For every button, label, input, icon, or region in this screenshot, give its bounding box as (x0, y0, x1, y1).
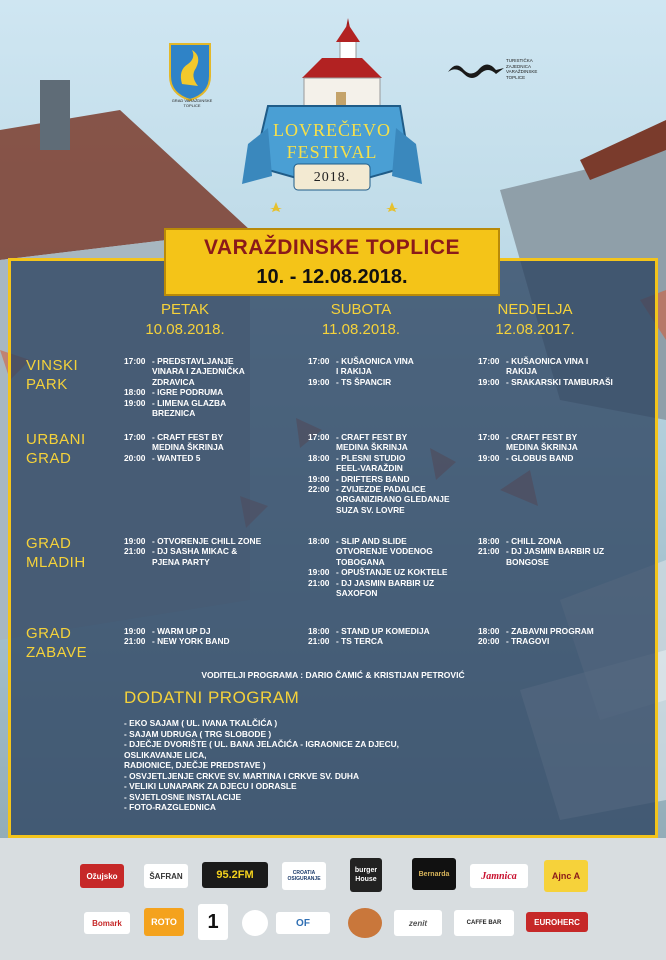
venue-urbani-grad (26, 430, 118, 468)
sponsor-logo-radio-952: 95.2FM (202, 862, 268, 888)
events-urbani-grad-friday (124, 432, 292, 463)
event-time (478, 442, 506, 452)
event-time (308, 557, 336, 567)
event-row (478, 356, 646, 366)
event-text: TOBOGANA (336, 556, 385, 567)
extra-program-item: - SAJAM UDRUGA ( TRG SLOBODE ) (124, 728, 272, 739)
venue-line: GRAD (26, 450, 72, 467)
event-row (308, 636, 476, 646)
event-row (124, 387, 292, 397)
event-text: - DJ JASMIN BARBIR UZ (336, 577, 435, 588)
event-row (308, 453, 476, 463)
events-vinski-park-sunday (478, 356, 646, 387)
event-text: - IGRE PODRUMA (152, 387, 224, 398)
event-row (478, 377, 646, 387)
event-text: - CHILL ZONA (506, 536, 562, 546)
sponsor-logo-euroherc: EUROHERC (526, 912, 588, 932)
festival-name-line1: LOVREČEVO (273, 120, 391, 140)
event-text: SUZA SV. LOVRE (336, 504, 405, 515)
event-time: 19:00 (308, 376, 330, 387)
event-time: 20:00 (478, 636, 500, 647)
event-text: - OTVORENJE CHILL ZONE (152, 536, 262, 546)
sponsor-logo-bomark: Bomark (84, 912, 130, 934)
sponsor-logo-jamnica: Jamnica (470, 864, 528, 888)
event-time: 18:00 (308, 536, 330, 546)
event-text: - KUŠAONICA VINA I (506, 356, 589, 366)
day-name: NEDJELJA (497, 301, 573, 318)
events-grad-zabave-friday (124, 626, 292, 647)
events-vinski-park-friday (124, 356, 292, 418)
extra-program-list (124, 718, 424, 813)
event-time: 17:00 (478, 432, 500, 442)
event-time: 21:00 (124, 636, 146, 647)
event-text: - OPUŠTANJE UZ KOKTELE (336, 567, 448, 578)
event-row (124, 442, 292, 452)
event-row (478, 546, 646, 556)
event-text: - SLIP AND SLIDE (336, 536, 407, 546)
event-time: 17:00 (308, 432, 330, 442)
event-time: 17:00 (308, 356, 330, 366)
event-text: VINARA I ZAJEDNIČKA (152, 366, 245, 377)
events-grad-zabave-saturday (308, 626, 476, 647)
extra-program-item: - VELIKI LUNAPARK ZA DJECU I ODRASLE (124, 781, 297, 791)
event-text: - LIMENA GLAZBA (152, 397, 227, 408)
sponsor-logo-zenit: zenit (394, 910, 442, 936)
venue-line: GRAD (26, 625, 72, 642)
event-time: 22:00 (308, 484, 330, 495)
events-grad-mladih-saturday (308, 536, 476, 598)
event-time: 21:00 (124, 546, 146, 557)
festival-emblem (232, 16, 432, 216)
event-text: MEDINA ŠKRINJA (336, 442, 408, 453)
event-time: 19:00 (124, 536, 146, 546)
day-date: 11.08.2018. (321, 321, 401, 338)
event-time: 19:00 (124, 397, 146, 408)
sponsor-logo-burger-house: burger House (350, 858, 382, 892)
sponsor-logo-croatia-osiguranje: CROATIA OSIGURANJE (282, 862, 326, 890)
event-row (478, 636, 646, 646)
event-row (124, 557, 292, 567)
event-text: ZDRAVICA (152, 376, 195, 387)
event-row (124, 356, 292, 366)
event-row (308, 505, 476, 515)
sponsor-logo-radio-1: 1 (198, 904, 228, 940)
event-row (478, 453, 646, 463)
sponsor-logo-of: OF (276, 912, 330, 934)
event-time: 17:00 (124, 432, 146, 442)
event-text: - WANTED 5 (152, 452, 201, 463)
event-text: MEDINA ŠKRINJA (506, 442, 578, 453)
event-time: 19:00 (308, 473, 330, 484)
event-time: 21:00 (478, 546, 500, 557)
event-time: 19:00 (308, 567, 330, 578)
event-text: OTVORENJE VODENOG (336, 546, 433, 557)
event-time: 21:00 (308, 577, 330, 588)
extra-program-item: - OSVJETLJENJE CRKVE SV. MARTINA I CRKVE SV. DUHA (124, 770, 360, 781)
event-time: 17:00 (124, 356, 146, 366)
event-row (124, 432, 292, 442)
event-time (308, 494, 336, 504)
event-time: 18:00 (478, 536, 500, 546)
event-time: 17:00 (478, 356, 500, 366)
event-row (308, 588, 476, 598)
event-row (308, 484, 476, 494)
event-row (478, 626, 646, 636)
sponsor-logo-roto: ROTO (144, 908, 184, 936)
event-row (308, 494, 476, 504)
event-time: 18:00 (308, 452, 330, 463)
festival-name-line2: FESTIVAL (286, 142, 378, 162)
venue-line: PARK (26, 376, 68, 393)
event-time: 19:00 (124, 626, 146, 636)
banner-location: VARAŽDINSKE TOPLICE (203, 236, 461, 259)
event-text: - ZVIJEZDE PADALICE (336, 484, 426, 495)
venue-line: ZABAVE (26, 644, 88, 661)
event-text: - GLOBUS BAND (506, 452, 574, 463)
event-time (124, 366, 152, 376)
event-row (478, 432, 646, 442)
day-name: PETAK (160, 301, 210, 318)
event-time (308, 505, 336, 515)
event-text: BONGOSE (506, 556, 549, 567)
day-date: 12.08.2017. (495, 321, 575, 338)
event-text: - TRAGOVI (506, 636, 550, 647)
tourism-board-name: TURISTIČKA ZAJEDNICA VARAŽDINSKE TOPLICE (506, 58, 538, 80)
event-row (308, 546, 476, 556)
city-crest-caption: GRAD VARAŽDINSKE TOPLICE (171, 98, 213, 108)
day-header-sunday (460, 300, 610, 340)
event-time (308, 442, 336, 452)
event-row (308, 626, 476, 636)
city-crest-icon (168, 40, 212, 102)
sponsor-logo-bernarda: Bernarda (412, 858, 456, 890)
event-row (124, 398, 292, 408)
sponsor-strip (0, 850, 666, 960)
event-time (308, 588, 336, 598)
location-banner (164, 228, 500, 296)
event-time (124, 408, 152, 418)
event-row (308, 474, 476, 484)
tourism-board-logo-icon (446, 58, 506, 80)
day-name: SUBOTA (330, 301, 392, 318)
venue-grad-mladih (26, 534, 118, 572)
day-header-friday (110, 300, 260, 340)
event-time: 21:00 (308, 636, 330, 647)
sponsor-logo-ozujsko: Ožujsko (80, 864, 124, 888)
event-row (308, 578, 476, 588)
event-text: PJENA PARTY (152, 556, 210, 567)
event-row (124, 626, 292, 636)
event-text: - WARM UP DJ (152, 626, 211, 636)
banner-dates: 10. - 12.08.2018. (256, 266, 408, 288)
venue-vinski-park (26, 356, 118, 394)
event-row (308, 432, 476, 442)
moderators-line: VODITELJI PROGRAMA : DARIO ČAMIĆ & KRISTIJAN PETROVIĆ (201, 670, 465, 680)
event-row (478, 366, 646, 376)
event-text: - NEW YORK BAND (152, 636, 230, 647)
event-text: BREZNICA (152, 408, 196, 419)
event-row (478, 536, 646, 546)
event-text: RAKIJA (506, 366, 538, 377)
event-time (308, 463, 336, 473)
event-text: - DJ JASMIN BARBIR UZ (506, 546, 605, 557)
events-grad-zabave-sunday (478, 626, 646, 647)
event-text: - TS ŠPANCIR (336, 376, 392, 387)
event-text: - STAND UP KOMEDIJA (336, 626, 430, 636)
event-text: - ZABAVNI PROGRAM (506, 626, 594, 636)
extra-program-item: - DJEČJE DVORIŠTE ( UL. BANA JELAČIĆA - IGRAONICE ZA DJECU, OSLIKAVANJE LICA, (124, 739, 399, 760)
event-row (124, 377, 292, 387)
event-text: - KUŠAONICA VINA (336, 356, 414, 366)
events-grad-mladih-friday (124, 536, 292, 567)
events-vinski-park-saturday (308, 356, 476, 387)
event-text: - CRAFT FEST BY (506, 432, 578, 442)
event-row (308, 366, 476, 376)
event-time (478, 557, 506, 567)
event-row (308, 463, 476, 473)
festival-year: 2018. (313, 170, 351, 185)
event-time (124, 377, 152, 387)
events-grad-mladih-sunday (478, 536, 646, 567)
event-text: - TS TERCA (336, 636, 383, 647)
event-time: 19:00 (478, 376, 500, 387)
event-row (478, 557, 646, 567)
day-date: 10.08.2018. (145, 321, 225, 338)
venue-line: MLADIH (26, 554, 86, 571)
venue-line: URBANI (26, 431, 86, 448)
event-text: MEDINA ŠKRINJA (152, 442, 224, 453)
event-text: I RAKIJA (336, 366, 372, 377)
event-row (124, 636, 292, 646)
event-time: 20:00 (124, 452, 146, 463)
event-time: 18:00 (478, 626, 500, 636)
events-urbani-grad-sunday (478, 432, 646, 463)
event-text: - DRIFTERS BAND (336, 473, 410, 484)
event-text: - SRAKARSKI TAMBURAŠI (506, 376, 613, 387)
sponsor-logo-seal (242, 910, 268, 936)
event-text: SAXOFON (336, 588, 378, 599)
event-time (478, 366, 506, 376)
event-text: - DJ SASHA MIKAC & (152, 546, 238, 557)
events-urbani-grad-saturday (308, 432, 476, 515)
event-row (308, 557, 476, 567)
event-row (308, 536, 476, 546)
venue-grad-zabave (26, 624, 118, 662)
event-text: - PLESNI STUDIO (336, 452, 406, 463)
event-row (308, 377, 476, 387)
event-row (124, 408, 292, 418)
extra-program-title: DODATNI PROGRAM (124, 688, 300, 707)
day-header-saturday (286, 300, 436, 340)
sponsor-logo-safran: ŠAFRAN (144, 864, 188, 888)
event-row (124, 536, 292, 546)
event-time: 18:00 (124, 387, 146, 398)
event-text: - CRAFT FEST BY (336, 432, 408, 442)
sponsor-logo-ajnca: Ajnc A (544, 860, 588, 892)
event-text: - PREDSTAVLJANJE (152, 356, 234, 366)
event-time (308, 546, 336, 556)
event-time (124, 557, 152, 567)
event-time: 19:00 (478, 452, 500, 463)
event-row (308, 356, 476, 366)
extra-program-item: - SVJETLOSNE INSTALACIJE (124, 791, 242, 802)
venue-line: GRAD (26, 535, 72, 552)
event-time (308, 366, 336, 376)
event-row (308, 567, 476, 577)
sponsor-logo-crest (348, 908, 382, 938)
event-row (478, 442, 646, 452)
event-row (124, 453, 292, 463)
event-row (124, 546, 292, 556)
event-text: ORGANIZIRANO GLEDANJE (336, 494, 450, 505)
event-time: 18:00 (308, 626, 330, 636)
venue-line: VINSKI (26, 357, 79, 374)
extra-program-item: - FOTO-RAZGLEDNICA (124, 802, 216, 812)
event-time (124, 442, 152, 452)
extra-program-item: - EKO SAJAM ( UL. IVANA TKALČIĆA ) (124, 718, 278, 728)
extra-program-item: RADIONICE, DJEČJE PREDSTAVE ) (124, 760, 266, 770)
event-row (308, 442, 476, 452)
sponsor-logo-caffe-bar: CAFFE BAR (454, 910, 514, 936)
event-row (124, 366, 292, 376)
event-text: - CRAFT FEST BY (152, 432, 224, 442)
event-text: FEEL-VARAŽDIN (336, 463, 403, 474)
